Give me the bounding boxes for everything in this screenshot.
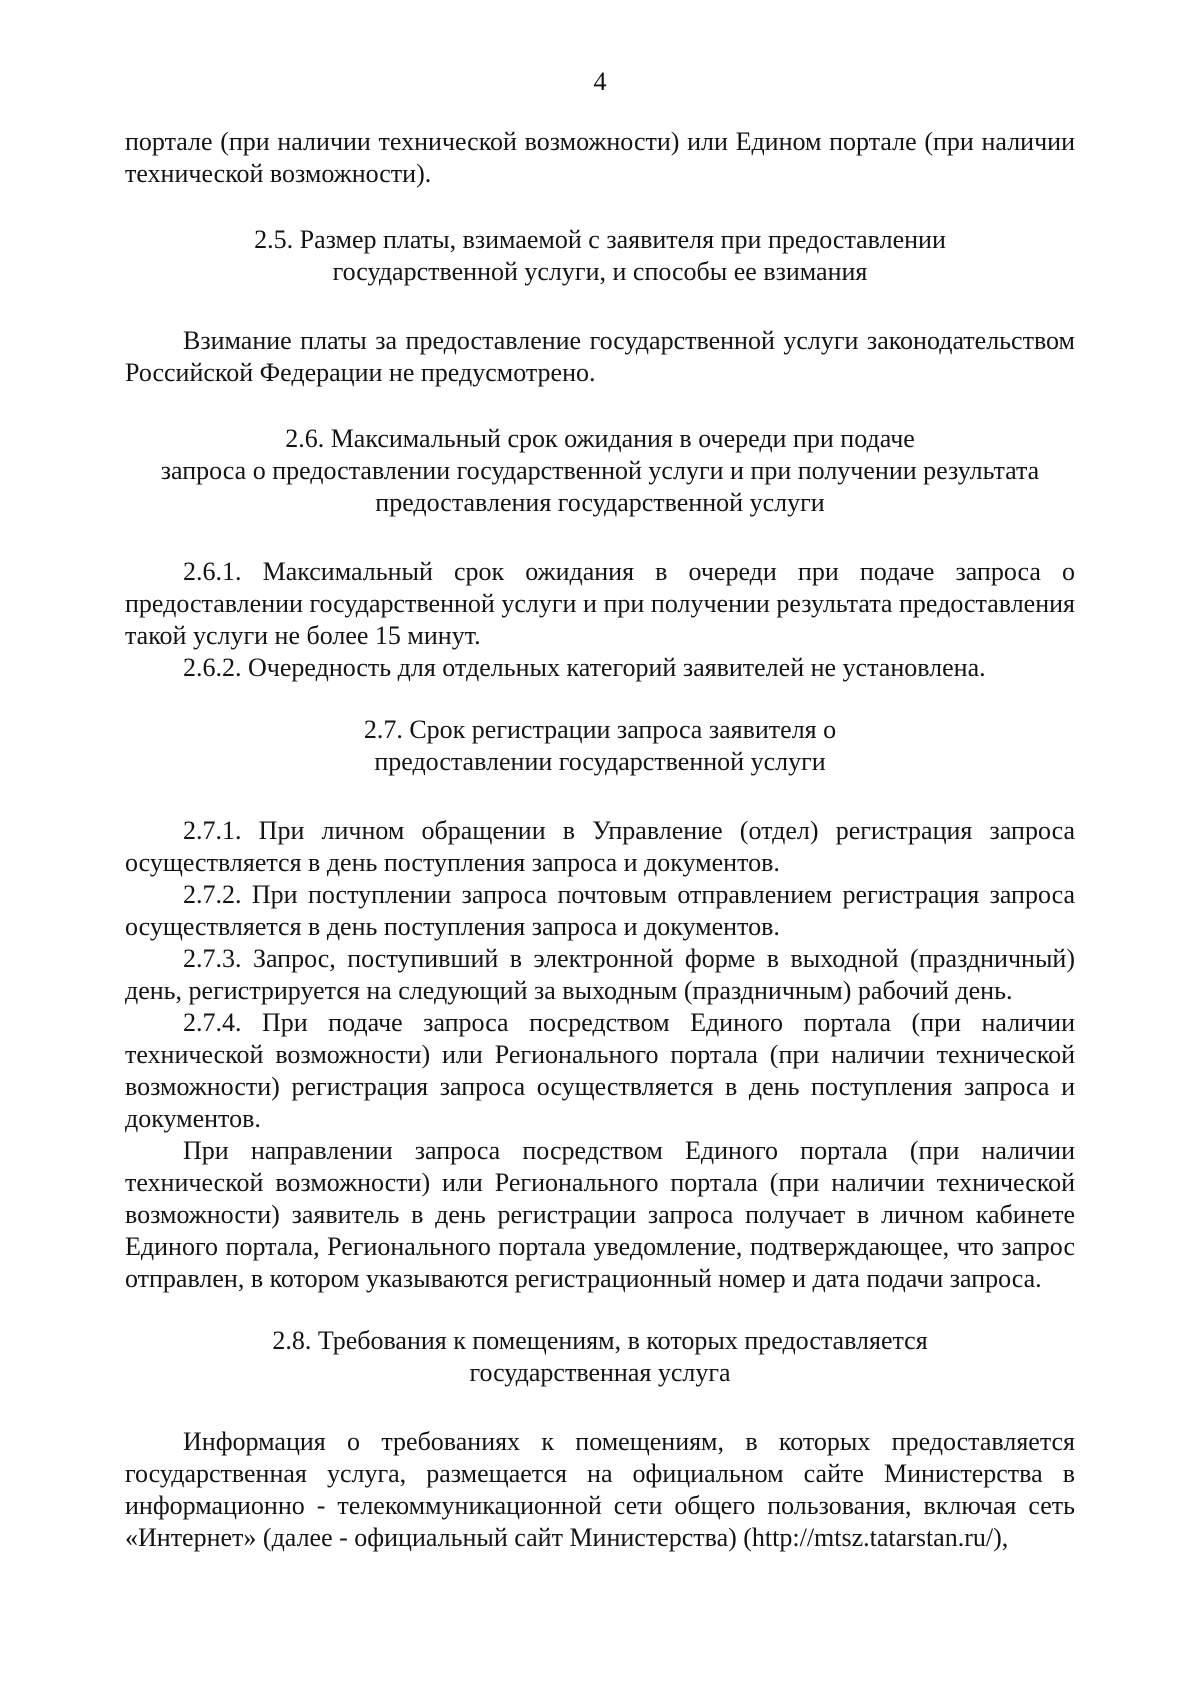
- section-2-8-heading: [125, 1325, 1075, 1389]
- page-number: 4: [593, 67, 607, 96]
- paragraph-2-7-3: 2.7.3. Запрос, поступивший в электронной форме в выходной (праздничный) день, регистрируется на следующий за выходным (праздничным) рабочий день.: [125, 944, 1075, 1005]
- paragraph-2-7-4: 2.7.4. При подаче запроса посредством Единого портала (при наличии технической возможности) или Регионального портала (при наличии технической возможности) регистрация запроса осуществляется в день поступления запроса и документов.: [125, 1008, 1075, 1133]
- paragraph-2-7-4-continuation: При направлении запроса посредством Единого портала (при наличии технической возможности) или Регионального портала (при наличии технической возможности) заявитель в день регистрации запроса получает в личном кабинете Единого портала, Регионального портала уведомление, подтверждающее, что запрос отправлен, в котором указываются регистрационный номер и дата подачи запроса.: [125, 1136, 1075, 1293]
- intro-continuation-paragraph: портале (при наличии технической возможности) или Едином портале (при наличии технической возможности).: [125, 127, 1075, 188]
- section-2-5-paragraph: Взимание платы за предоставление государственной услуги законодательством Российской Федерации не предусмотрено.: [125, 326, 1075, 387]
- paragraph-2-7-2: 2.7.2. При поступлении запроса почтовым отправлением регистрация запроса осуществляется в день поступления запроса и документов.: [125, 880, 1075, 941]
- document-body: [125, 126, 1075, 1554]
- section-2-7-heading-line2: предоставлении государственной услуги: [374, 747, 826, 776]
- section-2-8-heading-line2: государственная услуга: [469, 1358, 731, 1387]
- section-2-8-paragraph: Информация о требованиях к помещениям, в которых предоставляется государственная услуга, размещается на официальном сайте Министерства в информационно - телекоммуникационной сети общего пользования, включая сеть «Интернет» (далее - официальный сайт Министерства) (http://mtsz.tatarstan.ru/),: [125, 1427, 1075, 1552]
- section-2-7-heading: [125, 714, 1075, 778]
- paragraph-2-6-1: 2.6.1. Максимальный срок ожидания в очереди при подаче запроса о предоставлении государственной услуги и при получении результата предоставления такой услуги не более 15 минут.: [125, 557, 1075, 650]
- paragraph-2-6-2: 2.6.2. Очередность для отдельных категорий заявителей не установлена.: [183, 653, 986, 682]
- section-2-7-heading-line1: 2.7. Срок регистрации запроса заявителя о: [363, 715, 837, 744]
- section-2-6-heading-line1: 2.6. Максимальный срок ожидания в очереди при подаче: [285, 424, 915, 453]
- paragraph-2-7-1: 2.7.1. При личном обращении в Управление (отдел) регистрация запроса осуществляется в день поступления запроса и документов.: [125, 816, 1075, 877]
- section-2-6-heading-line2: запроса о предоставлении государственной услуги и при получении результата: [160, 456, 1040, 485]
- section-2-8-heading-line1: 2.8. Требования к помещениям, в которых предоставляется: [272, 1326, 928, 1355]
- section-2-6-heading-line3: предоставления государственной услуги: [375, 488, 825, 517]
- section-2-5-heading-line1: 2.5. Размер платы, взимаемой с заявителя при предоставлении: [254, 225, 946, 254]
- section-2-6-heading: [125, 423, 1075, 519]
- section-2-5-heading: [125, 224, 1075, 288]
- section-2-5-heading-line2: государственной услуги, и способы ее взимания: [332, 257, 868, 286]
